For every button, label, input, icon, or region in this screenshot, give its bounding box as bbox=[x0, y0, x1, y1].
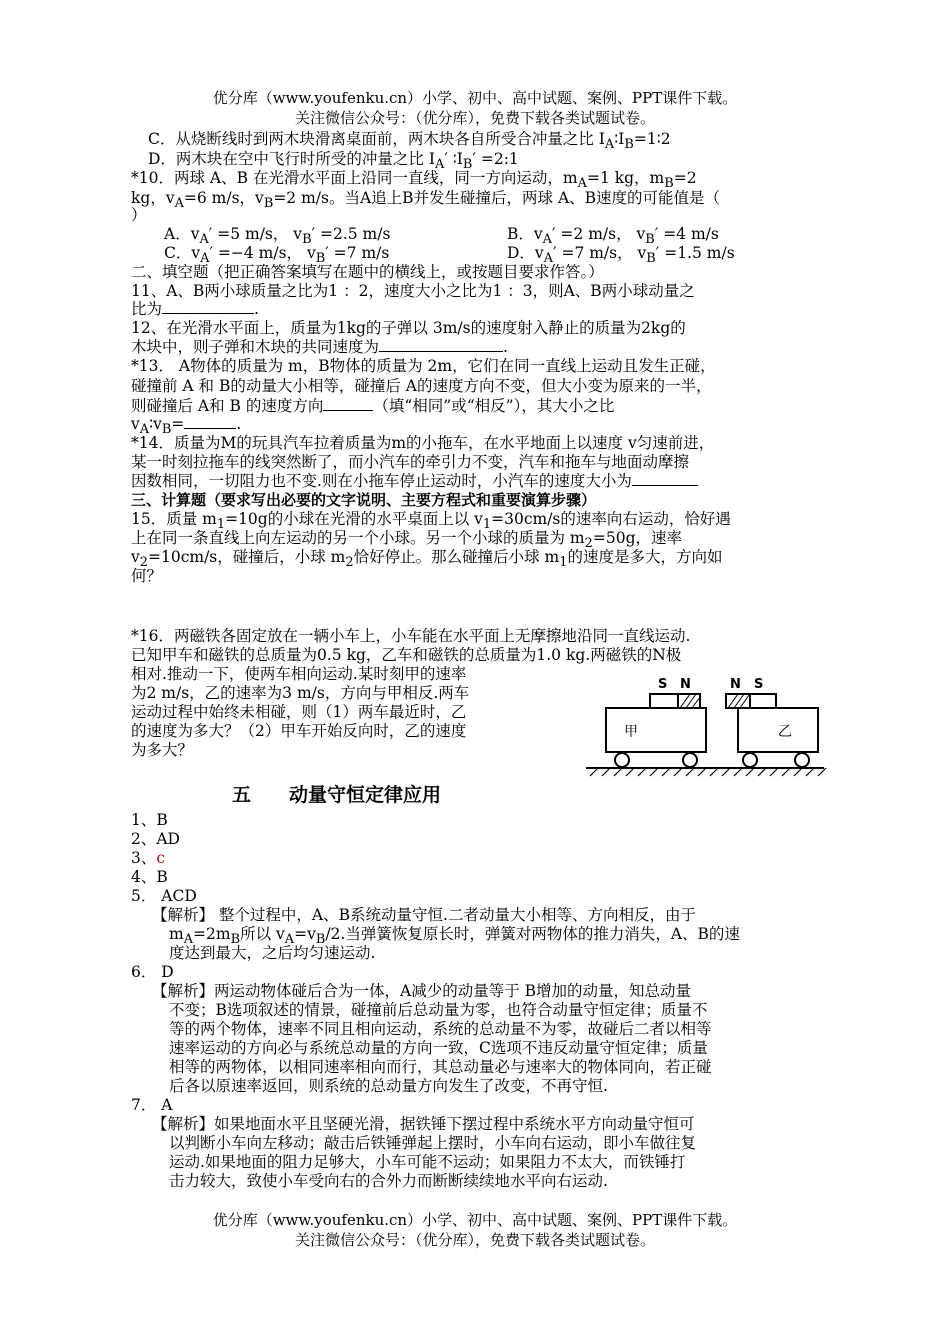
q10-line-2: kg，$v_A=6$ m/s，$v_B=2$ m/s。当A追上B并发生碰撞后，两球 A、B速度的可能值是（ bbox=[131, 189, 721, 212]
right-magnet-n-label: N bbox=[730, 677, 741, 692]
q13-line-3: 则碰撞后 A和 B 的速度方向 （填“相同”或“相反”），其大小之比 bbox=[131, 397, 615, 415]
footer-line-2: 关注微信公众号：（优分库），免费下载各类试题试卷。 bbox=[294, 1231, 655, 1249]
cart-yi-wheel-right bbox=[795, 753, 809, 767]
q9-option-c: C．从烧断线时到两木块滑离桌面前，两木块各自所受合冲量之比 $I_A∶I_B=1∶2$ bbox=[148, 130, 671, 153]
q16-line-1: *16．两磁铁各固定放在一辆小车上，小车能在水平面上无摩擦地沿同一直线运动. bbox=[131, 627, 691, 645]
q14-line-2: 某一时刻拉拖车的线突然断了，而小汽车的牵引力不变，汽车和拖车与地面动摩擦 bbox=[131, 453, 690, 471]
right-magnet-s-pole bbox=[750, 694, 776, 708]
q16-line-5: 运动过程中始终未相碰，则（1）两车最近时，乙 bbox=[131, 703, 467, 721]
answer-6-explanation-3: 等的两个物体，速率不同且相向运动，系统的总动量不为零，故碰后二者以相等 bbox=[169, 1020, 712, 1038]
answer-5-explanation-3: 度达到最大，之后均匀速运动. bbox=[169, 944, 376, 962]
q16-line-7: 为多大？ bbox=[131, 741, 194, 759]
q13-ratio-blank[interactable] bbox=[184, 414, 236, 429]
answer-2: 2、AD bbox=[131, 830, 180, 848]
answer-6-explanation-2: 不变；B选项叙述的情景，碰撞前后总动量为零，也符合动量守恒定律；质量不 bbox=[169, 1001, 708, 1019]
q15-line-2: 上在同一条直线上向左运动的另一个小球。另一个小球的质量为 $m_2=50g$，速率 bbox=[131, 529, 682, 552]
left-magnet-s-label: S bbox=[658, 677, 668, 692]
q16-line-2: 已知甲车和磁铁的总质量为0.5 kg，乙车和磁铁的总质量为1.0 kg.两磁铁的N极 bbox=[131, 646, 682, 664]
q13-direction-blank[interactable] bbox=[323, 396, 373, 411]
answer-7-explanation-1: 【解析】如果地面水平且坚硬光滑，据铁锤下摆过程中系统水平方向动量守恒可 bbox=[152, 1115, 695, 1133]
answer-7-explanation-3: 运动.如果地面的阻力足够大，小车可能不运动；如果阻力不太大，而铁锤打 bbox=[169, 1153, 686, 1171]
answers-title: 五 动量守恒定律应用 bbox=[232, 784, 442, 806]
cart-jia-label: 甲 bbox=[624, 724, 638, 740]
answer-5-explanation-1: 【解析】 整个过程中，A、B系统动量守恒.二者动量大小相等、方向相反，由于 bbox=[152, 906, 696, 924]
q16-line-6: 的速度为多大？（2）甲车开始反向时，乙的速度 bbox=[131, 722, 467, 740]
answer-7-explanation-2: 以判断小车向左移动；敲击后铁锤弹起上摆时，小车向右运动，即小车做往复 bbox=[169, 1134, 697, 1152]
answer-6-explanation-5: 相等的两物体，以相同速率相向而行，其总动量必与速率大的物体同向，若正碰 bbox=[169, 1058, 712, 1076]
header-line-1: 优分库（www.youfenku.cn）小学、初中、高中试题、案例、PPT课件下载。 bbox=[212, 89, 738, 107]
q14-blank[interactable] bbox=[632, 471, 698, 486]
answer-3-value: c bbox=[156, 849, 166, 867]
answer-7-explanation-4: 击力较大，致使小车受向右的合外力而断断续续地水平向右运动. bbox=[169, 1172, 608, 1190]
section-2-title: 二、填空题（把正确答案填写在题中的横线上，或按题目要求作答。） bbox=[131, 263, 604, 281]
q11-blank[interactable] bbox=[162, 299, 254, 314]
header-line-2: 关注微信公众号：（优分库），免费下载各类试题试卷。 bbox=[294, 109, 655, 127]
answer-3: 3、c bbox=[131, 849, 166, 867]
q16-line-4: 为2 m/s，乙的速率为3 m/s，方向与甲相反.两车 bbox=[131, 684, 470, 702]
answer-6-explanation-4: 速率运动的方向必与系统总动量的方向一致，C选项不违反动量守恒定律；质量 bbox=[169, 1039, 708, 1057]
q15-line-4: 何？ bbox=[131, 567, 163, 585]
left-magnet-n-label: N bbox=[680, 677, 691, 692]
q12-blank[interactable] bbox=[379, 337, 503, 352]
cart-yi-wheel-left bbox=[743, 753, 757, 767]
cart-jia-wheel-left bbox=[615, 753, 629, 767]
cart-jia-body bbox=[606, 708, 706, 752]
q10-option-b: B．$v_A' =2$ m/s， $v_B' =4$ m/s bbox=[507, 225, 719, 248]
answer-6-explanation-6: 后各以原速率返回，则系统的总动量方向发生了改变，不再守恒. bbox=[169, 1077, 608, 1095]
q10-line-1: *10．两球 A、B 在光滑水平面上沿同一直线，同一方向运动，$m_A=1$ kg，$m_B=2$ bbox=[131, 169, 697, 192]
answer-1: 1、B bbox=[131, 811, 168, 829]
ground-hatching bbox=[590, 768, 826, 776]
q16-line-3: 相对.推动一下，使两车相向运动.某时刻甲的速率 bbox=[131, 665, 467, 683]
q13-line-2: 碰撞前 A 和 B的动量大小相等，碰撞后 A的速度方向不变，但大小变为原来的一半， bbox=[131, 377, 712, 395]
q10-option-a: A．$v_A' =5$ m/s， $v_B' =2.5$ m/s bbox=[164, 225, 391, 248]
q15-line-3: $v_2=10cm/s$，碰撞后，小球 $m_2$恰好停止。那么碰撞后小球 $m_1$的速度是多大，方向如 bbox=[131, 548, 723, 571]
q10-line-3: ） bbox=[131, 206, 147, 224]
left-magnet-s-pole bbox=[650, 694, 678, 708]
q12-line-2: 木块中，则子弹和木块的共同速度为 . bbox=[131, 338, 508, 356]
footer-line-1: 优分库（www.youfenku.cn）小学、初中、高中试题、案例、PPT课件下载。 bbox=[212, 1211, 738, 1229]
answer-4: 4、B bbox=[131, 868, 168, 886]
q15-line-1: 15．质量 $m_1=10g$的小球在光滑的水平桌面上以 $v_1=30cm/s$的速率向右运动，恰好遇 bbox=[131, 510, 731, 533]
cart-yi-label: 乙 bbox=[778, 724, 792, 740]
q11-line-2: 比为 . bbox=[131, 300, 259, 318]
section-3-title: 三、计算题（要求写出必要的文字说明、主要方程式和重要演算步骤） bbox=[131, 491, 597, 509]
q9-option-d: D．两木块在空中飞行时所受的冲量之比 $I_A'$ $∶I_B'$ =2:1 bbox=[148, 150, 519, 173]
q13-line-4: $v_A∶v_B=$ . bbox=[131, 415, 242, 438]
q14-line-1: *14．质量为M的玩具汽车拉着质量为m的小拖车，在水平地面上以速度 v匀速前进， bbox=[131, 434, 715, 452]
q13-line-1: *13． A物体的质量为 m，B物体的质量为 2m，它们在同一直线上运动且发生正碰， bbox=[131, 357, 716, 375]
answer-6: 6． D bbox=[131, 963, 174, 981]
q14-line-3: 因数相同，一切阻力也不变.则在小拖车停止运动时，小汽车的速度大小为 bbox=[131, 471, 698, 491]
answer-6-explanation-1: 【解析】两运动物体碰后合为一体，A减少的动量等于 B增加的动量，知总动量 bbox=[152, 982, 692, 1000]
q10-option-c: C．$v_A' =-4$ m/s， $v_B' =7$ m/s bbox=[164, 244, 390, 267]
answer-5: 5． ACD bbox=[131, 887, 197, 905]
q10-option-d: D．$v_A' =7$ m/s， $v_B' =1.5$ m/s bbox=[507, 244, 735, 267]
q12-line-1: 12、在光滑水平面上，质量为1kg的子弹以 3m/s的速度射入静止的质量为2kg的 bbox=[131, 319, 686, 337]
answer-7: 7． A bbox=[131, 1096, 173, 1114]
magnet-carts-figure bbox=[580, 672, 830, 780]
right-magnet-s-label: S bbox=[754, 677, 764, 692]
answer-5-explanation-2: $m_A=2m_B$所以 $v_A=v_B/2$.当弹簧恢复原长时，弹簧对两物体的推力消失，A、B的速 bbox=[169, 925, 740, 948]
cart-jia-wheel-right bbox=[683, 753, 697, 767]
q11-line-1: 11、A、B两小球质量之比为1 ：2，速度大小之比为1 ：3，则A、B两小球动量之 bbox=[131, 282, 695, 300]
